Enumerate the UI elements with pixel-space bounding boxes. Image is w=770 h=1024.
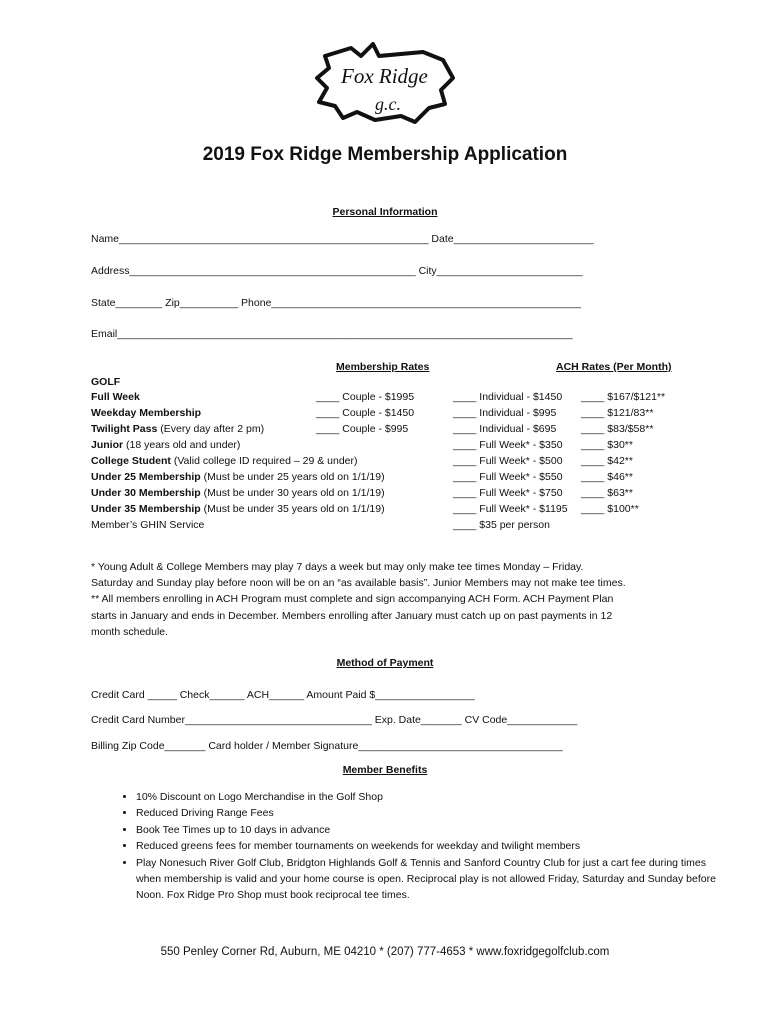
ach-option[interactable]: ____ $100**	[581, 503, 639, 515]
svg-text:g.c.: g.c.	[375, 94, 401, 114]
list-item: • 10% Discount on Logo Merchandise in the Golf Shop	[136, 789, 716, 805]
rate-row-name: College Student (Valid college ID required – 29 & under)	[91, 455, 358, 467]
address-city-field[interactable]: Address_________________________________________________ City_________________________	[91, 265, 583, 277]
note-line: Saturday and Sunday play before noon will be on an “as available basis”. Junior Members may not make tee times.	[91, 577, 626, 590]
individual-option[interactable]: ____ Full Week* - $550	[453, 471, 563, 483]
note-line: starts in January and ends in December. Members enrolling after January must catch up on past payments in 12	[91, 609, 613, 622]
rate-row-name: Twilight Pass (Every day after 2 pm)	[91, 423, 265, 435]
rate-row-name: Under 35 Membership (Must be under 35 years old on 1/1/19)	[91, 503, 385, 515]
state-zip-phone-field[interactable]: State________ Zip__________ Phone_____________________________________________________	[91, 297, 581, 309]
ach-option[interactable]: ____ $30**	[581, 439, 633, 451]
rate-row-name: Junior (18 years old and under)	[91, 439, 241, 451]
note-line: * Young Adult & College Members may play 7 days a week but may only make tee times Monday – Friday.	[91, 561, 584, 573]
ach-option[interactable]: ____ $63**	[581, 487, 633, 499]
individual-option[interactable]: ____ Full Week* - $350	[453, 439, 563, 451]
individual-option[interactable]: ____ Individual - $995	[453, 407, 557, 419]
ach-option[interactable]: ____ $167/$121**	[581, 391, 666, 403]
rate-row-name: Under 25 Membership (Must be under 25 years old on 1/1/19)	[91, 471, 385, 483]
individual-option[interactable]: ____ Full Week* - $750	[453, 487, 563, 499]
page-title: 2019 Fox Ridge Membership Application	[202, 144, 568, 165]
couple-option[interactable]: ____ Couple - $1995	[316, 391, 415, 403]
svg-text:Fox Ridge: Fox Ridge	[341, 64, 428, 88]
couple-option[interactable]: ____ Couple - $995	[316, 423, 409, 435]
note-line: month schedule.	[91, 625, 169, 638]
individual-option[interactable]: ____ $35 per person	[453, 519, 550, 531]
ach-option[interactable]: ____ $46**	[581, 471, 633, 483]
couple-option[interactable]: ____ Couple - $1450	[316, 407, 415, 419]
footer-contact: 550 Penley Corner Rd, Auburn, ME 04210 * (207) 777-4653 * www.foxridgegolfclub.com	[160, 946, 610, 958]
rate-row-name: Member’s GHIN Service	[91, 519, 205, 531]
note-line: ** All members enrolling in ACH Program must complete and sign accompanying ACH Form. ACH Payment Plan	[91, 593, 614, 606]
ach-option[interactable]: ____ $83/$58**	[581, 423, 654, 435]
membership-notes	[91, 559, 691, 640]
individual-option[interactable]: ____ Individual - $695	[453, 423, 557, 435]
rate-row-name: Weekday Membership	[91, 407, 202, 419]
golf-label: GOLF	[91, 376, 121, 388]
rate-row-name: Under 30 Membership (Must be under 30 years old on 1/1/19)	[91, 487, 385, 499]
individual-option[interactable]: ____ Full Week* - $500	[453, 455, 563, 467]
list-item: • Play Nonesuch River Golf Club, Bridgton Highlands Golf & Tennis and Sanford Country Club for just a cart fee during times when membership is valid and your home course is open. Reciprocal play is not allowed Friday, Saturday and Sunday before Noon. Fox Ridge Pro Shop must book reciprocal tee times.	[136, 855, 716, 904]
fox-ridge-logo	[313, 38, 459, 128]
personal-info-heading: Personal Information	[332, 206, 438, 218]
membership-rates-heading: Membership Rates	[336, 361, 430, 373]
credit-card-field[interactable]: Credit Card Number________________________________ Exp. Date_______ CV Code____________	[91, 714, 578, 726]
payment-method-field[interactable]: Credit Card _____ Check______ ACH______ Amount Paid $_________________	[91, 689, 475, 701]
list-item: • Reduced Driving Range Fees	[136, 805, 716, 821]
list-item: • Book Tee Times up to 10 days in advance	[136, 822, 716, 838]
rate-row-name: Full Week	[91, 391, 140, 403]
ach-option[interactable]: ____ $42**	[581, 455, 633, 467]
email-field[interactable]: Email______________________________________________________________________________	[91, 328, 573, 340]
payment-heading: Method of Payment	[336, 657, 434, 669]
benefits-list	[91, 789, 716, 904]
name-date-field[interactable]: Name_____________________________________________________ Date________________________	[91, 233, 594, 245]
ach-rates-heading: ACH Rates (Per Month)	[556, 361, 672, 373]
individual-option[interactable]: ____ Individual - $1450	[453, 391, 563, 403]
individual-option[interactable]: ____ Full Week* - $1195	[453, 503, 568, 515]
billing-signature-field[interactable]: Billing Zip Code_______ Card holder / Member Signature___________________________________	[91, 740, 563, 752]
list-item: • Reduced greens fees for member tournaments on weekends for weekday and twilight members	[136, 838, 716, 854]
benefits-heading: Member Benefits	[342, 764, 428, 776]
ach-option[interactable]: ____ $121/83**	[581, 407, 654, 419]
